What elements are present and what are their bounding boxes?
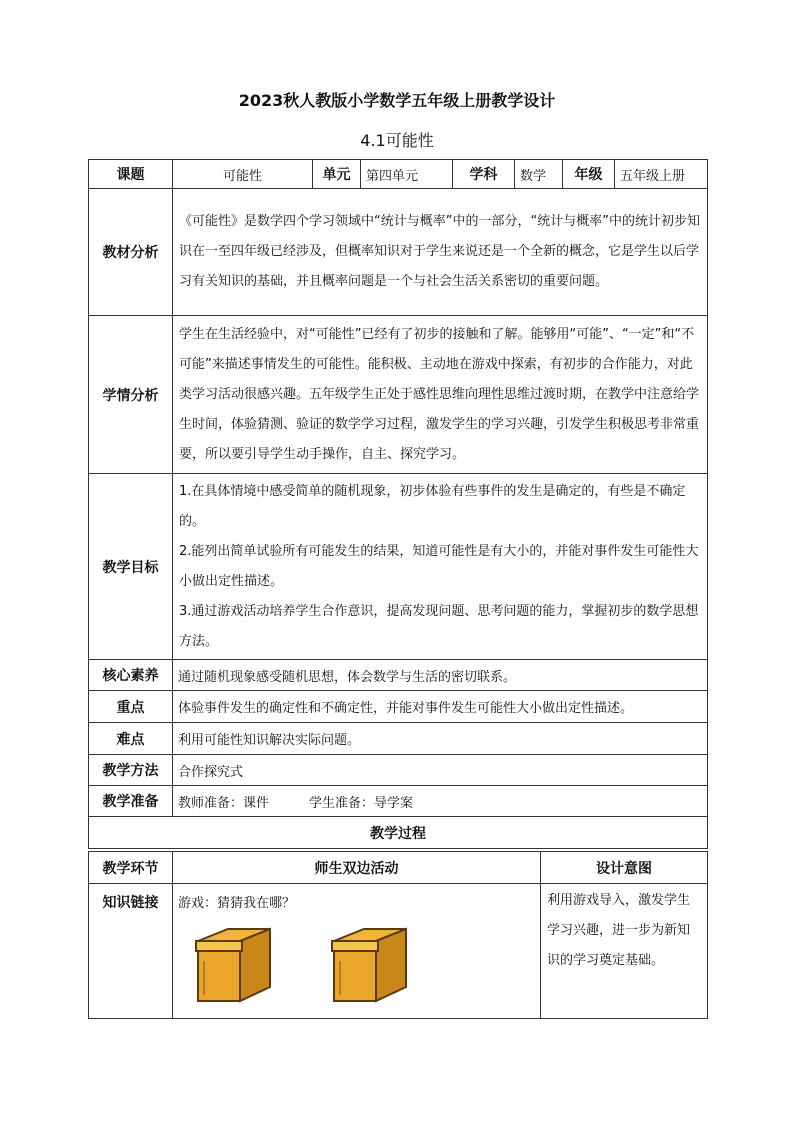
teaching-goals-label: 教学目标: [89, 474, 173, 660]
key-point-label: 重点: [89, 691, 173, 723]
lesson-title: 4.1可能性: [360, 131, 434, 150]
teacher-preparation: 教师准备：课件: [178, 795, 270, 811]
lesson-plan-table: [88, 159, 708, 849]
process-table: [88, 851, 708, 1019]
subject-label: 学科: [453, 160, 515, 189]
process-intent: 利用游戏导入，激发学生学习兴趣，进一步为新知识的学习奠定基础。: [541, 884, 708, 1019]
activity-text: 游戏：猜猜我在哪？: [178, 896, 296, 911]
grade-value: 五年级上册: [615, 160, 708, 189]
difficulty-label: 难点: [89, 723, 173, 755]
unit-label: 单元: [313, 160, 361, 189]
method-text: 合作探究式: [173, 755, 708, 786]
material-analysis-label: 教材分析: [89, 189, 173, 316]
method-label: 教学方法: [89, 755, 173, 786]
goal-item-2: 2.能列出简单试验所有可能发生的结果，知道可能性是有大小的，并能对事件发生可能性大小做出定性描述。: [179, 543, 699, 589]
process-row: [89, 884, 708, 1019]
topic-label: 课题: [89, 160, 173, 189]
process-heading: 教学过程: [89, 817, 708, 849]
box-icon: [326, 921, 410, 1007]
preparation-text: [173, 786, 708, 817]
col-intent-header: 设计意图: [541, 852, 708, 884]
unit-value: 第四单元: [361, 160, 453, 189]
core-literacy-text: 通过随机现象感受随机思想，体会数学与生活的密切联系。: [173, 660, 708, 691]
grade-label: 年级: [563, 160, 615, 189]
preparation-row: [89, 786, 708, 817]
student-analysis-row: [89, 316, 708, 474]
method-row: [89, 755, 708, 786]
student-analysis-text: 学生在生活经验中，对“可能性”已经有了初步的接触和了解。能够用“可能”、“一定”和“不可能”来描述事情发生的可能性。能积极、主动地在游戏中探索，有初步的合作能力，对此类学习活动很感兴趣。五年级学生正处于感性思维向理性思维过渡时期，在教学中注意给学生时间，体验猜测、验证的数学学习过程，激发学生的学习兴趣，引发学生积极思考非常重要，所以要引导学生动手操作，自主、探究学习。: [173, 316, 708, 474]
difficulty-row: [89, 723, 708, 755]
goal-item-3: 3.通过游戏活动培养学生合作意识，提高发现问题、思考问题的能力，掌握初步的数学思想方法。: [179, 603, 699, 649]
preparation-label: 教学准备: [89, 786, 173, 817]
game-boxes: [178, 911, 535, 1011]
teaching-goals-list: [173, 474, 708, 660]
difficulty-text: 利用可能性知识解决实际问题。: [173, 723, 708, 755]
material-analysis-row: [89, 189, 708, 316]
process-stage: 知识链接: [89, 884, 173, 1019]
header-row: [89, 160, 708, 189]
process-activity: [173, 884, 541, 1019]
material-analysis-text: 《可能性》是数学四个学习领域中“统计与概率”中的一部分，“统计与概率”中的统计初步知识在一至四年级已经涉及，但概率知识对于学生来说还是一个全新的概念，它是学生以后学习有关知识的基础，并且概率问题是一个与社会生活关系密切的重要问题。: [173, 189, 708, 316]
process-header-row: [89, 852, 708, 884]
student-preparation: 学生准备：导学案: [309, 795, 414, 811]
subject-value: 数学: [515, 160, 563, 189]
document-title: 2023秋人教版小学数学五年级上册教学设计: [238, 91, 556, 110]
key-point-row: [89, 691, 708, 723]
topic-value: 可能性: [173, 160, 313, 189]
core-literacy-row: [89, 660, 708, 691]
goal-item-1: 1.在具体情境中感受简单的随机现象，初步体验有些事件的发生是确定的，有些是不确定的。: [179, 483, 686, 529]
student-analysis-label: 学情分析: [89, 316, 173, 474]
box-icon: [190, 921, 274, 1007]
teaching-goals-row: [89, 474, 708, 660]
core-literacy-label: 核心素养: [89, 660, 173, 691]
key-point-text: 体验事件发生的确定性和不确定性，并能对事件发生可能性大小做出定性描述。: [173, 691, 708, 723]
col-activity-header: 师生双边活动: [173, 852, 541, 884]
process-heading-row: [89, 817, 708, 849]
col-stage-header: 教学环节: [89, 852, 173, 884]
